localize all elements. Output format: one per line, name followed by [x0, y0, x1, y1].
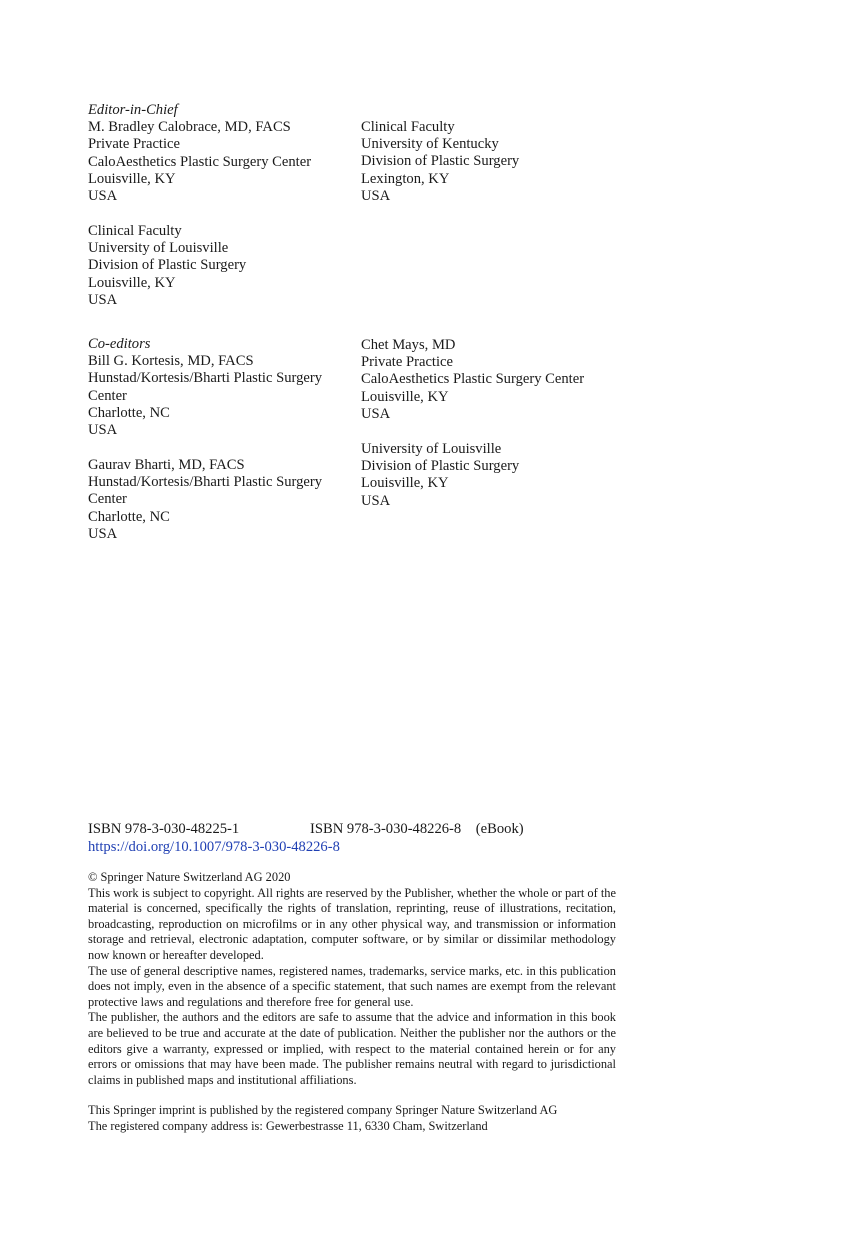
co-editor-bharti-block [88, 457, 322, 543]
affiliation-line: Louisville, KY [361, 475, 449, 492]
affiliation-line: Louisville, KY [361, 388, 449, 405]
affiliation-line: Louisville, KY [88, 274, 176, 291]
affiliation-line: Division of Plastic Surgery [88, 257, 247, 274]
co-editor-mays-block [361, 337, 584, 423]
affiliation-line: USA [361, 405, 391, 422]
affiliation-line: Charlotte, NC [88, 508, 170, 525]
editor-name: Gaurav Bharti, MD, FACS [88, 457, 245, 473]
isbn-print: ISBN 978-3-030-48225-1 [88, 821, 240, 837]
imprint-block [88, 1103, 557, 1134]
affiliation-line: Private Practice [88, 136, 180, 153]
affiliation-line: USA [88, 525, 118, 542]
affiliation-line: USA [88, 422, 118, 439]
affiliation-line: Center [88, 387, 127, 404]
affiliation-line: University of Louisville [88, 240, 229, 257]
co-editors-heading: Co-editors [88, 336, 151, 352]
editor-name: Chet Mays, MD [361, 337, 456, 353]
editor-in-chief-heading: Editor-in-Chief [88, 102, 178, 118]
isbn-ebook: ISBN 978-3-030-48226-8 (eBook) [310, 821, 524, 837]
editor-name: M. Bradley Calobrace, MD, FACS [88, 119, 291, 136]
affiliation-line: Clinical Faculty [361, 119, 455, 135]
affiliation-line: Hunstad/Kortesis/Bharti Plastic Surgery [88, 474, 323, 491]
isbn-row [88, 821, 524, 838]
affiliation-line: Clinical Faculty [88, 223, 182, 239]
co-editor-mays-affiliation-2 [361, 441, 519, 510]
editor-affiliation-3 [361, 119, 519, 205]
co-editor-kortesis-block [88, 336, 322, 439]
legal-paragraph-disclaimer: The publisher, the authors and the editors are safe to assume that the advice and information in this book are believed to be true and accurate at the date of publication. Neither the publisher nor the authors or the editors give a warranty, expressed or implied, with respect to the material contained herein or for any errors or omissions that may have been made. The publisher remains neutral with regard to jurisdictional claims in published maps and institutional affiliations. [88, 1010, 616, 1087]
affiliation-line: University of Louisville [361, 441, 502, 457]
affiliation-line: USA [361, 187, 391, 204]
copyright-line: © Springer Nature Switzerland AG 2020 [88, 870, 291, 884]
imprint-address: The registered company address is: Gewerbestrasse 11, 6330 Cham, Switzerland [88, 1118, 488, 1133]
affiliation-line: Louisville, KY [88, 170, 176, 187]
affiliation-line: Charlotte, NC [88, 404, 170, 421]
imprint-line: This Springer imprint is published by the registered company Springer Nature Switzerland AG [88, 1103, 558, 1117]
doi-link[interactable]: https://doi.org/10.1007/978-3-030-48226-8 [88, 839, 340, 855]
affiliation-line: USA [88, 291, 118, 308]
affiliation-line: USA [88, 188, 118, 205]
legal-paragraph-rights: This work is subject to copyright. All rights are reserved by the Publisher, whether the whole or part of the material is concerned, specifically the rights of translation, reprinting, reuse of illustrations, recitation, broadcasting, reproduction on microfilms or in any other physical way, and transmission or information storage and retrieval, electronic adaptation, computer software, or by similar or dissimilar methodology now known or hereafter developed. [88, 885, 616, 962]
affiliation-line: Division of Plastic Surgery [361, 153, 520, 170]
affiliation-line: University of Kentucky [361, 136, 499, 153]
editor-in-chief-block [88, 102, 311, 205]
affiliation-line: Private Practice [361, 354, 453, 371]
affiliation-line: Lexington, KY [361, 170, 450, 187]
copyright-notice [88, 870, 616, 1088]
affiliation-line: Hunstad/Kortesis/Bharti Plastic Surgery [88, 370, 323, 387]
affiliation-line: CaloAesthetics Plastic Surgery Center [88, 153, 312, 170]
affiliation-line: Center [88, 491, 127, 508]
affiliation-line: Division of Plastic Surgery [361, 458, 520, 475]
affiliation-line: CaloAesthetics Plastic Surgery Center [361, 371, 585, 388]
editor-affiliation-2 [88, 223, 246, 309]
legal-paragraph-names: The use of general descriptive names, registered names, trademarks, service marks, etc. in this publication does not imply, even in the absence of a specific statement, that such names are exempt from the relevant protective laws and regulations and therefore free for general use. [88, 963, 616, 1009]
affiliation-line: USA [361, 492, 391, 509]
editor-name: Bill G. Kortesis, MD, FACS [88, 353, 254, 370]
